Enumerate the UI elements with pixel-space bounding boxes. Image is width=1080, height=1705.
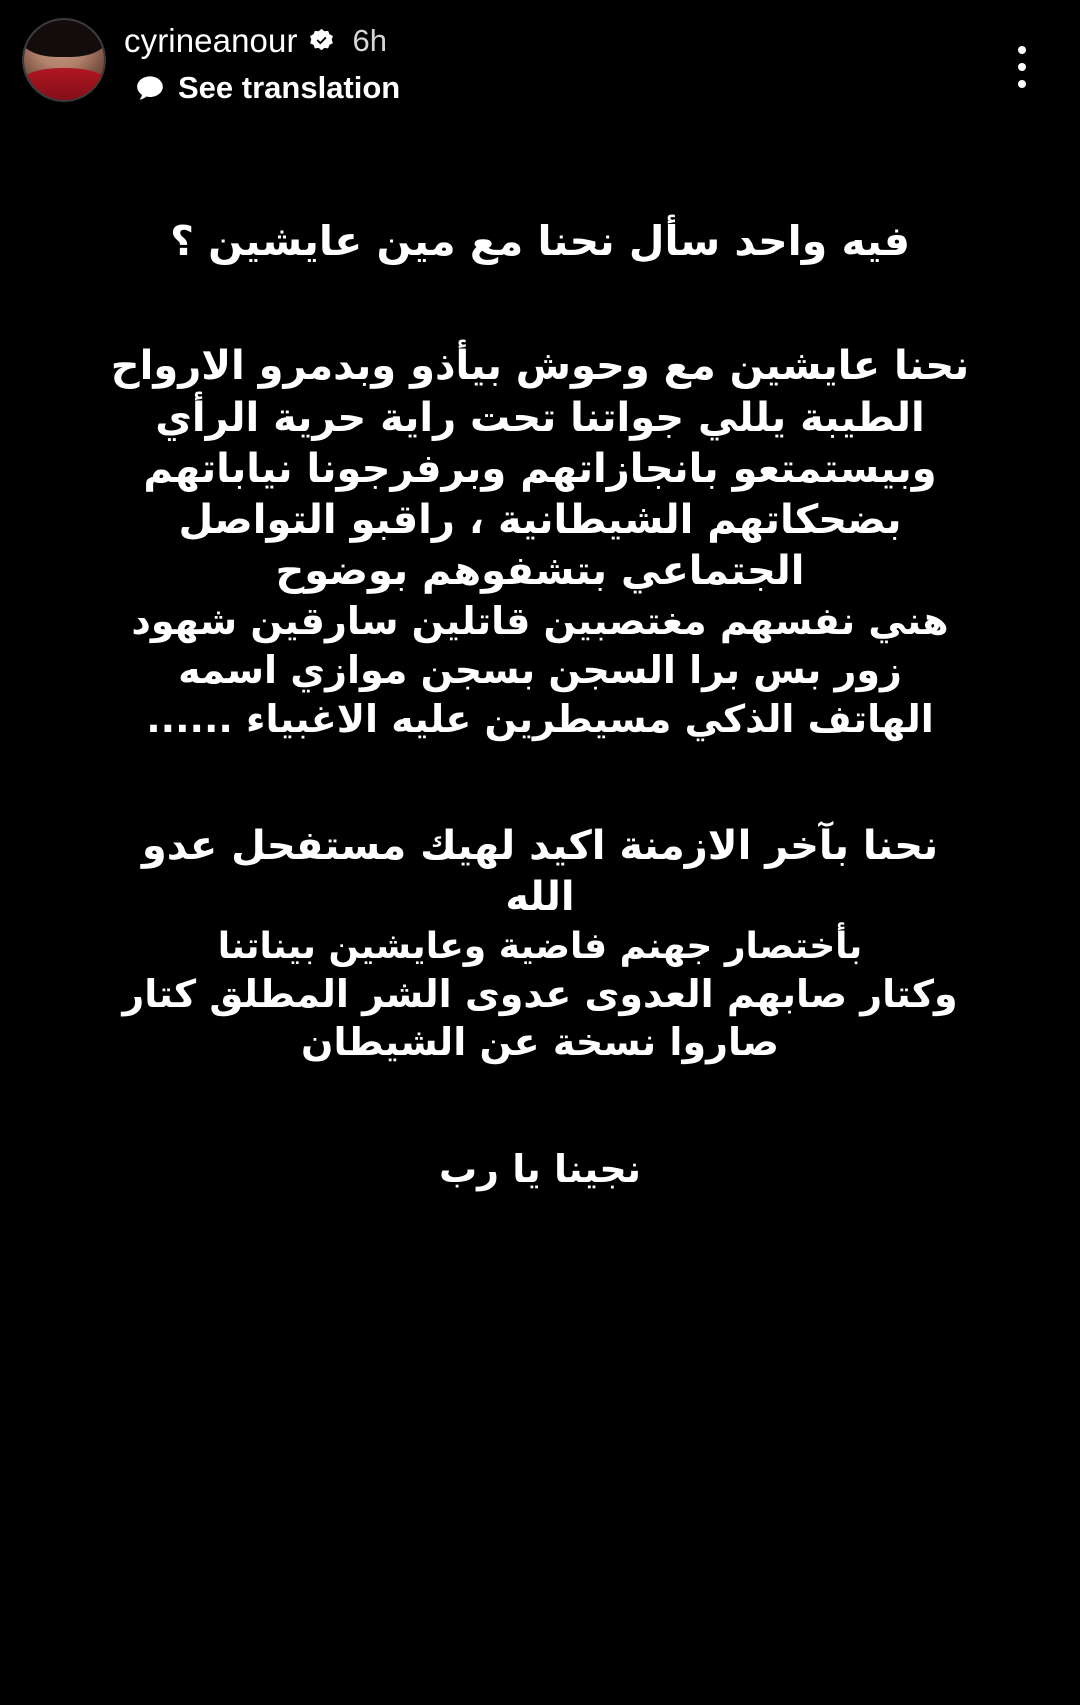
avatar-hair: [22, 18, 106, 57]
more-options-icon[interactable]: [998, 36, 1046, 98]
username-row[interactable]: [124, 22, 400, 60]
avatar[interactable]: [22, 18, 106, 102]
verified-badge-icon: [308, 28, 335, 55]
story-header: [0, 0, 1080, 132]
story-paragraph: وكتار صابهم العدوى عدوى الشر المطلق كتار صاروا نسخة عن الشيطان: [122, 971, 958, 1065]
username-label[interactable]: cyrineanour: [124, 22, 298, 59]
more-dot-2: [1018, 63, 1026, 71]
see-translation-label: See translation: [178, 70, 401, 105]
story-paragraph: نحنا عايشين مع وحوش بيأذو وبدمرو الارواح الطيبة يللي جواتنا تحت راية حرية الرأي وبيستمتعو بانجازاتهم وبرفرجونا نياباتهم بضحكاتهم الشيطانية ، راقبو التواصل الجتماعي بتشفوهم بوضوح: [110, 343, 970, 595]
story-paragraph: هني نفسهم مغتصبين قاتلين سارقين شهود زور بس برا السجن بسجن موازي اسمه الهاتف الذكي مسيطرين عليه الاغبياء ......: [131, 599, 949, 741]
see-translation-button[interactable]: [136, 70, 400, 106]
timestamp-label: 6h: [352, 23, 388, 58]
header-text-block: [124, 18, 400, 106]
story-paragraph: نجينا يا رب: [438, 1146, 641, 1191]
story-paragraph: نحنا بآخر الازمنة اكيد لهيك مستفحل عدو الله: [141, 823, 939, 921]
more-dot-1: [1018, 46, 1026, 54]
story-text-container: [0, 215, 1080, 1194]
avatar-dress: [22, 68, 106, 102]
speech-bubble-icon: [136, 75, 164, 101]
more-dot-3: [1018, 80, 1026, 88]
story-paragraph: بأختصار جهنم فاضية وعايشين بيناتنا: [217, 925, 863, 967]
story-paragraph: فيه واحد سأل نحنا مع مين عايشين ؟: [170, 217, 910, 265]
